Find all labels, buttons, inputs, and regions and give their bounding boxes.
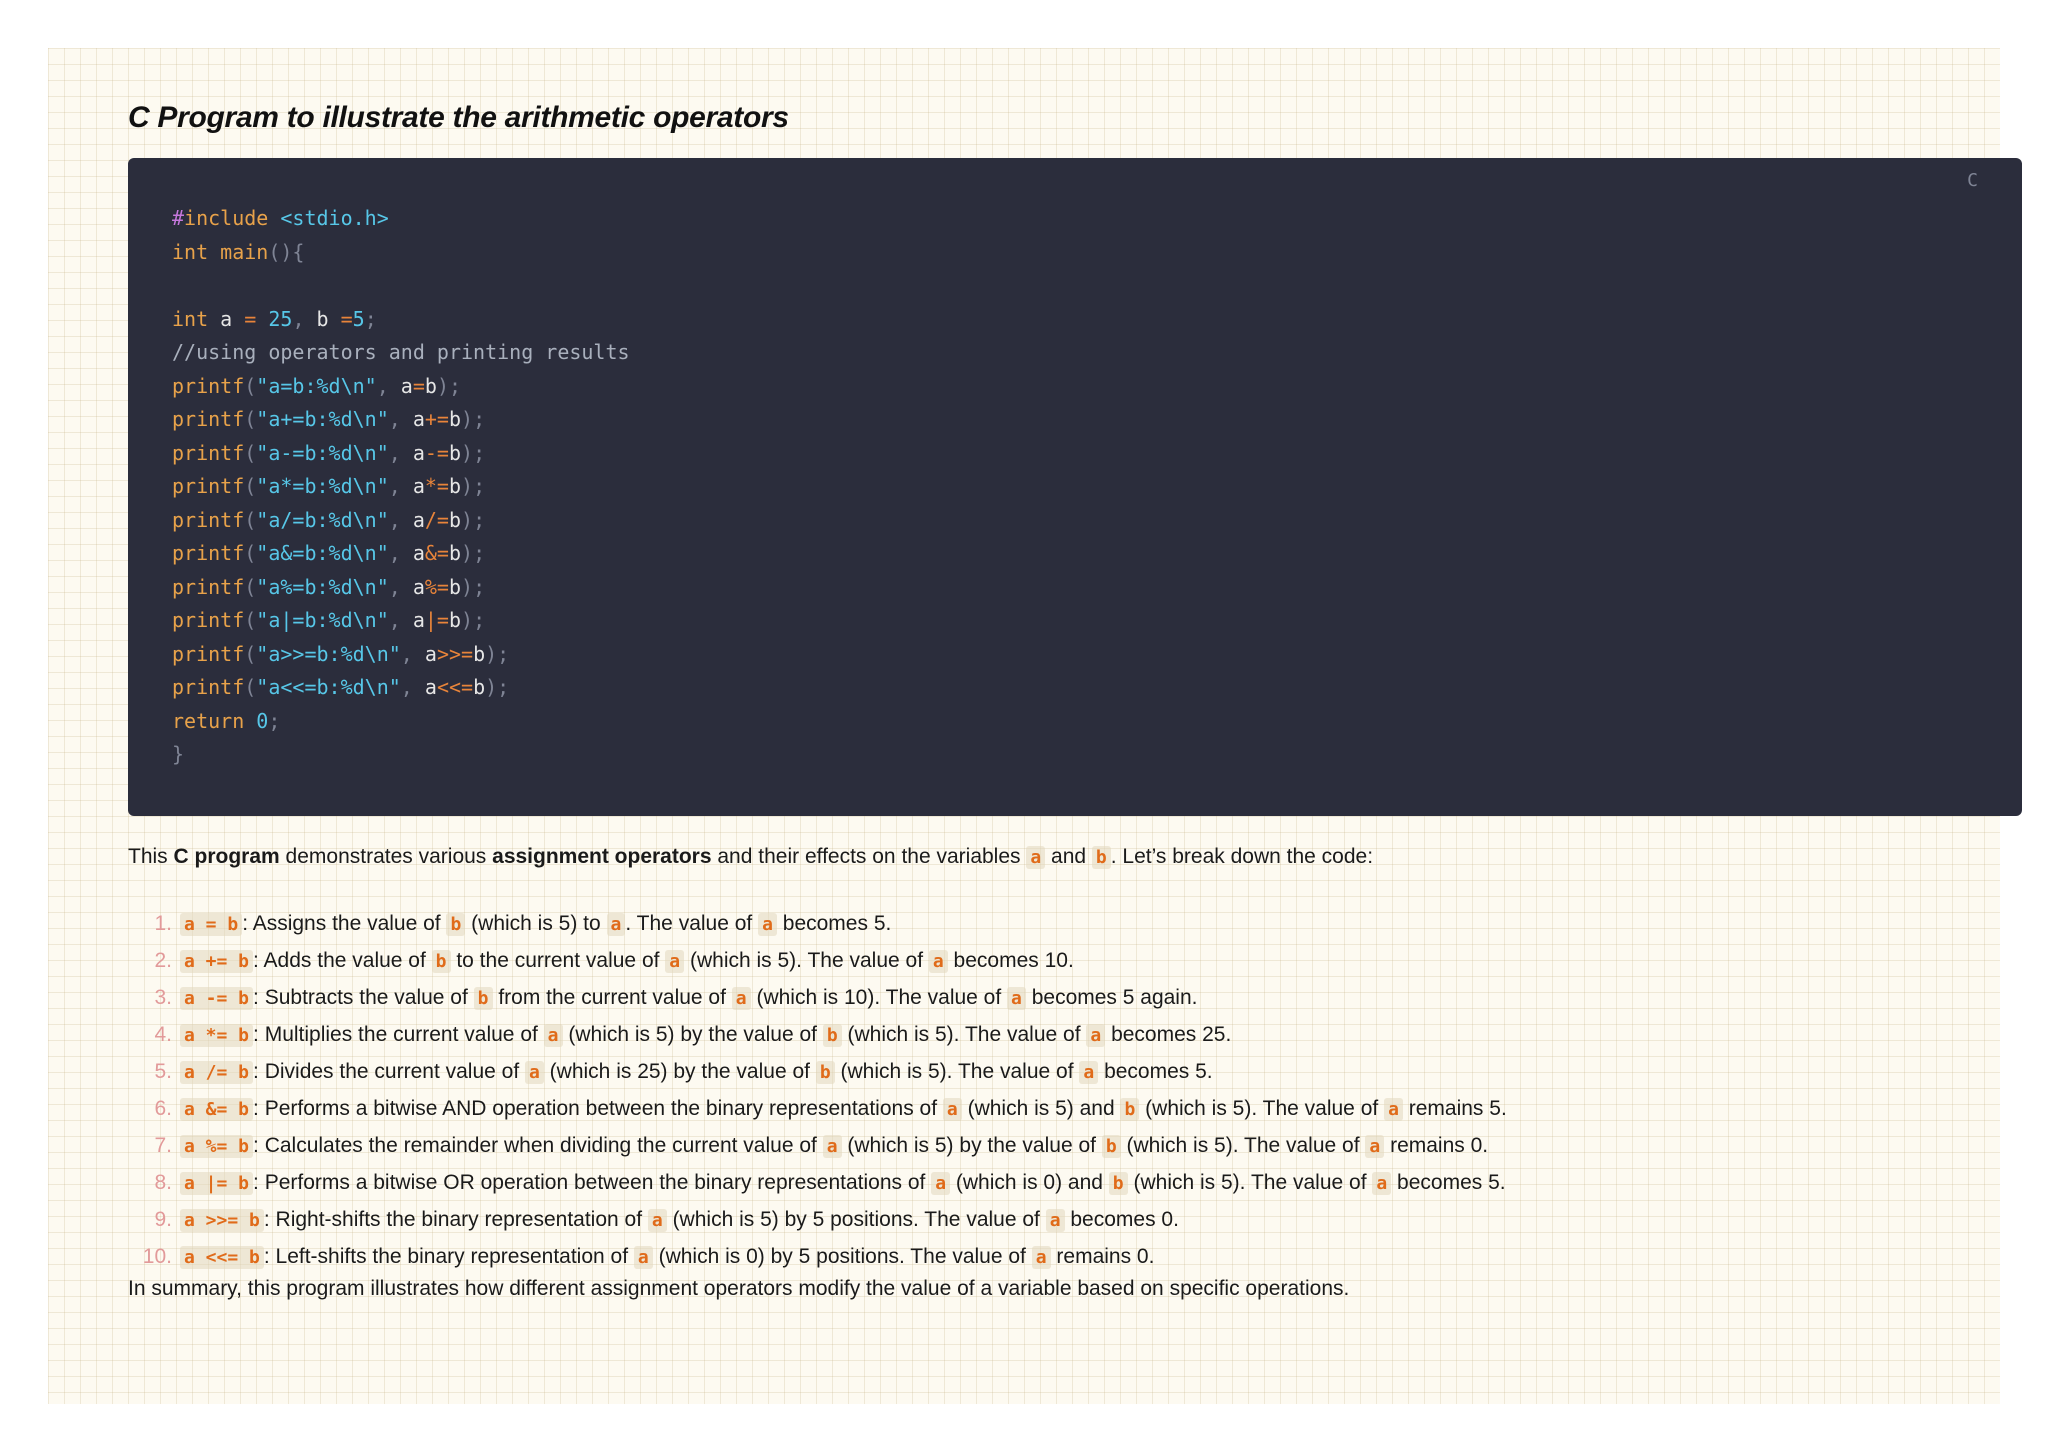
code-block[interactable] [128, 158, 2022, 816]
inline-code: a [1046, 1209, 1065, 1232]
inline-code: b [432, 950, 451, 973]
code-token: <stdio.h> [280, 206, 389, 230]
code-line [172, 604, 2022, 638]
intro-paragraph [128, 842, 2018, 873]
code-token: ( [244, 440, 257, 465]
code-token: ); [485, 675, 510, 699]
code-token: , [388, 407, 401, 431]
text-run: from the current value of [492, 986, 732, 1009]
text-run: (which is 5). The value of [1127, 1171, 1373, 1194]
article [128, 96, 2028, 1300]
code-token: ( [244, 574, 257, 599]
code-token: ); [461, 474, 486, 498]
list-item-number: 7. [154, 1134, 172, 1157]
inline-code: a [732, 987, 751, 1010]
inline-code: a [823, 1135, 842, 1158]
code-token: b [304, 306, 341, 331]
list-item [128, 1128, 2018, 1165]
inline-code: b [474, 987, 493, 1010]
code-token: a [400, 574, 425, 599]
text-run: (which is 0) by 5 positions. The value of [652, 1245, 1032, 1268]
inline-code: b [823, 1024, 842, 1047]
inline-code: a [931, 1172, 950, 1195]
code-token: ( [244, 641, 257, 666]
code-token: (){ [268, 239, 305, 264]
text-run: demonstrates various [279, 845, 493, 868]
text-run: becomes 5 again. [1025, 986, 1198, 1009]
code-line [172, 504, 2022, 538]
code-token: ); [436, 373, 462, 398]
text-run: This [128, 845, 174, 868]
inline-code: a [665, 950, 684, 973]
code-token: int [172, 239, 209, 264]
list-item-number: 8. [154, 1171, 172, 1194]
inline-code: a [634, 1246, 653, 1269]
code-token: &= [424, 541, 449, 565]
list-item [128, 943, 2018, 980]
code-token [256, 307, 268, 331]
text-run: remains 0. [1384, 1134, 1489, 1157]
code-token: -= [424, 440, 449, 465]
code-token: printf [172, 407, 245, 431]
code-token: ); [485, 641, 510, 666]
code-token: a [400, 440, 425, 465]
code-token: b [448, 541, 462, 565]
inline-code: a [544, 1024, 563, 1047]
code-token: ( [244, 507, 257, 532]
code-token: a [400, 608, 425, 632]
code-line [172, 738, 2022, 772]
code-token: ( [244, 675, 257, 699]
list-item [128, 1165, 2018, 1202]
text-run: and [1045, 845, 1092, 868]
text-run: : Performs a bitwise OR operation between the binary representations of [253, 1171, 932, 1194]
inline-code: a [943, 1098, 962, 1121]
list-item [128, 906, 2018, 943]
text-run: : Assigns the value of [242, 912, 447, 935]
inline-code: b [1092, 846, 1111, 869]
code-token: int [172, 306, 209, 331]
code-token: "a>>=b:%d\n" [256, 641, 401, 666]
text-run: : Divides the current value of [253, 1060, 525, 1083]
text-run: : Left-shifts the binary representation of [263, 1245, 634, 1268]
grid-paper-background [48, 48, 2000, 1404]
code-token: a [400, 507, 425, 532]
code-token: , [388, 574, 401, 599]
inline-code: a [1372, 1172, 1391, 1195]
list-item-number: 4. [154, 1023, 172, 1046]
code-token: a [208, 306, 245, 331]
inline-code: a = b [180, 913, 242, 936]
code-token: main [220, 239, 269, 264]
code-token: = [340, 306, 353, 331]
inline-code: a %= b [180, 1135, 253, 1158]
code-token: "a-=b:%d\n" [256, 440, 389, 465]
text-run: becomes 5. [1098, 1060, 1213, 1083]
code-line [172, 269, 2022, 303]
list-item [128, 1202, 2018, 1239]
inline-code: a += b [180, 950, 253, 973]
code-token: a [412, 675, 437, 699]
list-item-number: 9. [154, 1208, 172, 1231]
code-token: , [388, 440, 401, 465]
intro-text [128, 842, 2018, 873]
inline-code: a [1086, 1024, 1105, 1047]
text-run: . Let’s break down the code: [1110, 845, 1374, 868]
text-run: (which is 0) and [950, 1171, 1109, 1194]
text-run: remains 5. [1402, 1097, 1507, 1120]
text-run: remains 0. [1050, 1245, 1155, 1268]
code-line [172, 537, 2022, 571]
code-token: ( [244, 541, 257, 565]
list-item-number: 2. [154, 949, 172, 972]
text-run: becomes 0. [1064, 1208, 1179, 1231]
code-token: #include [172, 206, 269, 230]
inline-code: a [607, 913, 626, 936]
code-token: /= [424, 507, 449, 532]
inline-code: a <<= b [180, 1246, 264, 1269]
code-token: 25 [268, 306, 293, 331]
explanation-list [128, 906, 2018, 1276]
code-token: b [448, 507, 462, 532]
code-token: printf [172, 373, 245, 398]
text-run: : Performs a bitwise AND operation between the binary representations of [253, 1097, 943, 1120]
code-token: ); [461, 507, 486, 532]
code-token: printf [172, 440, 245, 465]
code-token: printf [172, 507, 245, 532]
inline-code: a |= b [180, 1172, 253, 1195]
code-token: ; [364, 306, 377, 331]
text-run: becomes 25. [1105, 1023, 1232, 1046]
inline-code: a [929, 950, 948, 973]
code-token: 0 [256, 708, 269, 733]
text-run: (which is 5) to [465, 912, 607, 935]
code-token: ); [461, 407, 486, 431]
code-token: ; [268, 708, 281, 733]
inline-code: a [1032, 1246, 1051, 1269]
code-token: , [388, 541, 401, 565]
text-run: to the current value of [450, 949, 666, 972]
text-run: and their effects on the variables [711, 845, 1027, 868]
code-token: printf [172, 608, 245, 632]
code-token: a [400, 407, 425, 431]
inline-code: a [525, 1061, 544, 1084]
inline-code: a [758, 913, 777, 936]
code-token: a [400, 541, 425, 565]
code-token: = [412, 373, 425, 398]
code-token: , [388, 507, 401, 532]
code-token [244, 709, 256, 733]
code-line [172, 437, 2022, 471]
text-run: (which is 5) by 5 positions. The value of [666, 1208, 1046, 1231]
text-run: (which is 5) and [961, 1097, 1121, 1120]
inline-code: b [1120, 1098, 1139, 1121]
text-run: becomes 5. [776, 912, 892, 935]
list-item-number: 1. [154, 912, 172, 935]
code-token: printf [172, 574, 245, 599]
text-run: (which is 5). The value of [841, 1023, 1087, 1046]
bold-text: C program [173, 845, 280, 868]
inline-code: a &= b [180, 1098, 253, 1121]
code-token: "a*=b:%d\n" [256, 474, 389, 498]
list-item-number: 6. [154, 1097, 172, 1120]
code-line [172, 303, 2022, 337]
list-item-number: 3. [154, 986, 172, 1009]
code-token: *= [424, 474, 449, 498]
text-run: (which is 5) by the value of [841, 1134, 1102, 1157]
code-line [172, 671, 2022, 705]
text-run: : Right-shifts the binary representation of [263, 1208, 648, 1231]
inline-code: a /= b [180, 1061, 253, 1084]
code-token: "a<<=b:%d\n" [256, 675, 401, 699]
code-token: "a|=b:%d\n" [256, 608, 389, 632]
code-token: "a&=b:%d\n" [256, 541, 389, 565]
code-token: ); [461, 541, 486, 565]
inline-code: a [1007, 987, 1026, 1010]
text-run: (which is 5) by the value of [562, 1023, 823, 1046]
text-run: (which is 5). The value of [1120, 1134, 1366, 1157]
inline-code: a -= b [180, 987, 253, 1010]
text-run: becomes 5. [1391, 1171, 1506, 1194]
code-token: "a=b:%d\n" [256, 373, 377, 398]
inline-code: b [816, 1061, 835, 1084]
inline-code: a [1365, 1135, 1384, 1158]
code-line [172, 236, 2022, 270]
code-token: a [400, 474, 425, 498]
inline-code: b [1102, 1135, 1121, 1158]
list-item-number: 5. [154, 1060, 172, 1083]
code-token: ( [244, 474, 257, 498]
code-token: "a%=b:%d\n" [256, 574, 389, 599]
code-token: 5 [352, 306, 365, 331]
code-line [172, 202, 2022, 236]
list-item [128, 1091, 2018, 1128]
code-token: ( [244, 373, 257, 398]
code-line [172, 638, 2022, 672]
text-run: : Adds the value of [253, 949, 432, 972]
list-item [128, 1017, 2018, 1054]
code-token: , [376, 373, 389, 398]
code-token: , [400, 675, 413, 699]
code-token: ); [461, 608, 486, 632]
inline-code: b [1109, 1172, 1128, 1195]
code-token: printf [172, 474, 245, 498]
code-token [268, 206, 280, 230]
code-line [172, 403, 2022, 437]
code-token: = [244, 306, 257, 331]
code-line [172, 571, 2022, 605]
code-token: printf [172, 541, 245, 565]
text-run: : Calculates the remainder when dividing the current value of [253, 1134, 823, 1157]
code-token: <<= [436, 675, 474, 699]
code-token: b [473, 641, 486, 666]
code-lines[interactable] [172, 202, 2022, 772]
inline-code: a [1079, 1061, 1098, 1084]
code-token: return [172, 708, 245, 733]
code-token: ( [244, 608, 257, 632]
list-item-number: 10. [142, 1245, 172, 1268]
code-token: printf [172, 675, 245, 699]
text-run: : Multiplies the current value of [253, 1023, 544, 1046]
code-token: a [412, 641, 437, 666]
code-token: b [448, 407, 462, 431]
inline-code: a >>= b [180, 1209, 264, 1232]
code-token: "a/=b:%d\n" [256, 507, 389, 532]
code-token: //using operators and printing results [172, 340, 630, 364]
code-line [172, 705, 2022, 739]
summary-paragraph: In summary, this program illustrates how different assignment operators modify the value of a variable based on specific operations. [128, 1277, 1350, 1300]
page-title: C Program to illustrate the arithmetic operators [128, 101, 789, 134]
text-run: (which is 5). The value of [834, 1060, 1080, 1083]
inline-code: b [446, 913, 465, 936]
code-token: b [448, 440, 462, 465]
code-token: b [448, 574, 462, 599]
list-item [128, 1054, 2018, 1091]
code-token: |= [424, 608, 449, 632]
text-run: (which is 10). The value of [750, 986, 1008, 1009]
code-token [208, 240, 220, 264]
code-token: , [388, 474, 401, 498]
code-token: b [448, 608, 462, 632]
code-token: ); [461, 574, 486, 599]
code-token: b [424, 373, 437, 398]
code-token: %= [424, 574, 449, 599]
inline-code: a *= b [180, 1024, 253, 1047]
code-token: , [400, 641, 413, 666]
code-token: a [388, 373, 413, 398]
code-token: b [448, 474, 462, 498]
text-run: . The value of [625, 912, 759, 935]
code-token: , [292, 306, 305, 331]
text-run: (which is 5). The value of [1139, 1097, 1385, 1120]
code-token: } [172, 742, 185, 766]
inline-code: a [1384, 1098, 1403, 1121]
code-token: += [424, 407, 449, 431]
list-item [128, 1239, 2018, 1276]
code-token: b [473, 675, 486, 699]
code-token: >>= [436, 641, 474, 666]
code-token: "a+=b:%d\n" [256, 407, 389, 431]
text-run: becomes 10. [947, 949, 1074, 972]
code-token: printf [172, 641, 245, 666]
code-token: ( [244, 407, 257, 431]
code-line [172, 336, 2022, 370]
text-run: : Subtracts the value of [253, 986, 474, 1009]
inline-code: a [1026, 846, 1045, 869]
code-token: , [388, 608, 401, 632]
bold-text: assignment operators [492, 845, 712, 868]
code-line [172, 470, 2022, 504]
code-line [172, 370, 2022, 404]
code-language-label: C [1967, 170, 1978, 191]
inline-code: a [648, 1209, 667, 1232]
text-run: (which is 5). The value of [684, 949, 929, 972]
list-item [128, 980, 2018, 1017]
text-run: (which is 25) by the value of [543, 1060, 816, 1083]
code-token: ); [461, 440, 486, 465]
